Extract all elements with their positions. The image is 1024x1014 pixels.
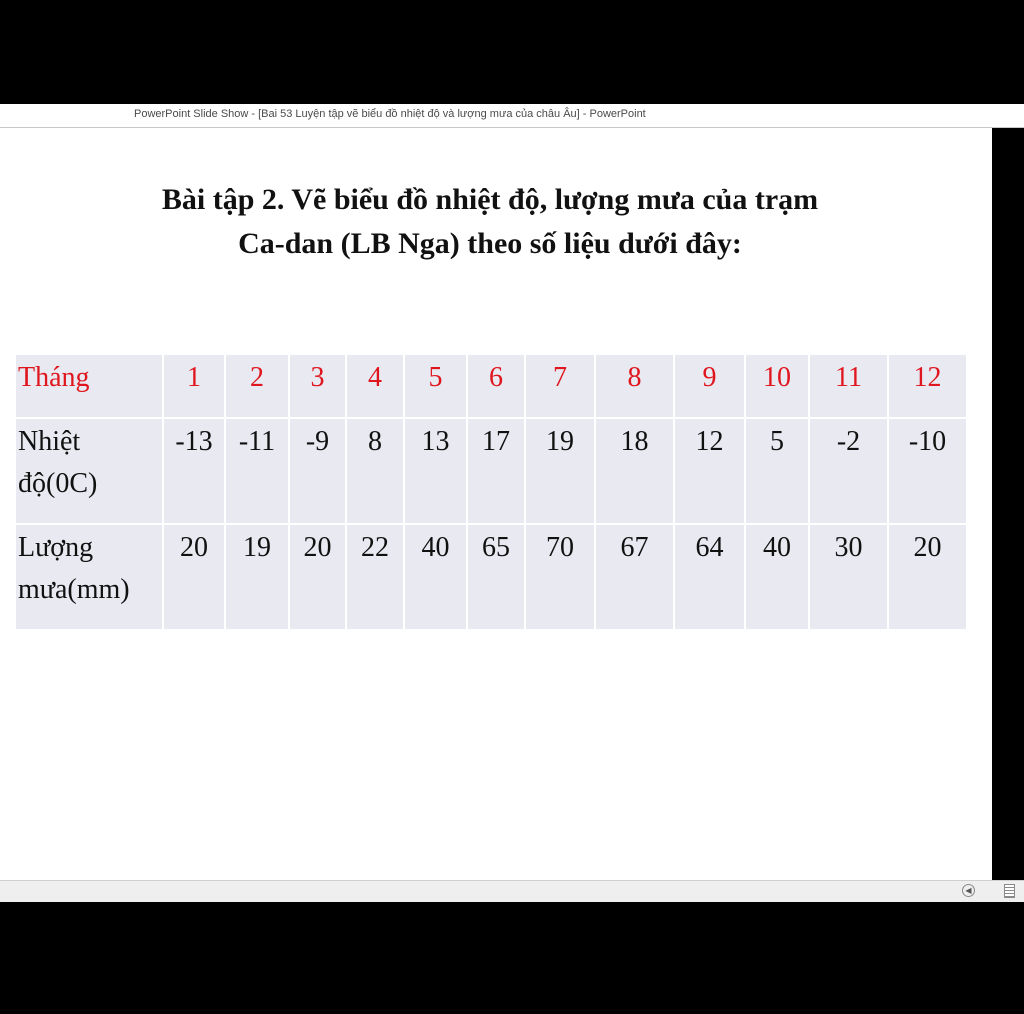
- temperature-cell: 8: [346, 418, 404, 524]
- temperature-cell: 13: [404, 418, 467, 524]
- slide-canvas: [0, 128, 992, 880]
- month-cell: 3: [289, 354, 346, 418]
- slide-title: [0, 178, 980, 266]
- rainfall-cell: 20: [163, 524, 225, 630]
- month-cell: 5: [404, 354, 467, 418]
- rainfall-cell: 30: [809, 524, 888, 630]
- temperature-cell: 17: [467, 418, 525, 524]
- previous-slide-icon[interactable]: ◀: [962, 884, 975, 897]
- rainfall-cell: 64: [674, 524, 745, 630]
- temperature-cell: 5: [745, 418, 809, 524]
- temperature-label-cell: [15, 418, 163, 524]
- month-cell: 1: [163, 354, 225, 418]
- table-header-row: [15, 354, 967, 418]
- temperature-cell: 12: [674, 418, 745, 524]
- temperature-cell: -9: [289, 418, 346, 524]
- temperature-cell: -10: [888, 418, 967, 524]
- temperature-label-line-1: Nhiệt: [18, 426, 81, 457]
- slide-menu-icon[interactable]: [1004, 884, 1015, 898]
- header-label-cell: Tháng: [15, 354, 163, 418]
- month-cell: 11: [809, 354, 888, 418]
- temperature-cell: -2: [809, 418, 888, 524]
- window-titlebar: [0, 104, 1024, 128]
- slide-side-margin: [992, 128, 1024, 880]
- temperature-cell: -13: [163, 418, 225, 524]
- month-cell: 7: [525, 354, 595, 418]
- rainfall-cell: 70: [525, 524, 595, 630]
- rainfall-cell: 22: [346, 524, 404, 630]
- rainfall-cell: 19: [225, 524, 289, 630]
- rainfall-label-cell: [15, 524, 163, 630]
- rainfall-row: [15, 524, 967, 630]
- slide-title-line-1: Bài tập 2. Vẽ biểu đồ nhiệt độ, lượng mưa của trạm: [161, 183, 819, 216]
- rainfall-cell: 20: [289, 524, 346, 630]
- rainfall-cell: 65: [467, 524, 525, 630]
- month-cell: 8: [595, 354, 674, 418]
- month-cell: 4: [346, 354, 404, 418]
- temperature-row: [15, 418, 967, 524]
- rainfall-cell: 40: [404, 524, 467, 630]
- rainfall-label-line-2: mưa(mm): [18, 574, 130, 605]
- month-cell: 9: [674, 354, 745, 418]
- temperature-cell: 19: [525, 418, 595, 524]
- rainfall-cell: 40: [745, 524, 809, 630]
- rainfall-cell: 20: [888, 524, 967, 630]
- month-cell: 6: [467, 354, 525, 418]
- temperature-cell: 18: [595, 418, 674, 524]
- climate-data-table: [14, 353, 968, 631]
- rainfall-label-line-1: Lượng: [18, 532, 94, 563]
- rainfall-cell: 67: [595, 524, 674, 630]
- slideshow-statusbar: [0, 880, 1024, 902]
- slide-title-line-2: Ca-dan (LB Nga) theo số liệu dưới đây:: [238, 227, 742, 260]
- month-cell: 10: [745, 354, 809, 418]
- month-cell: 12: [888, 354, 967, 418]
- temperature-label-line-2: độ(0C): [18, 468, 98, 499]
- temperature-cell: -11: [225, 418, 289, 524]
- month-cell: 2: [225, 354, 289, 418]
- window-title: PowerPoint Slide Show - [Bai 53 Luyện tập vẽ biểu đồ nhiệt độ và lượng mưa của châu Âu] - PowerPoint: [134, 108, 646, 120]
